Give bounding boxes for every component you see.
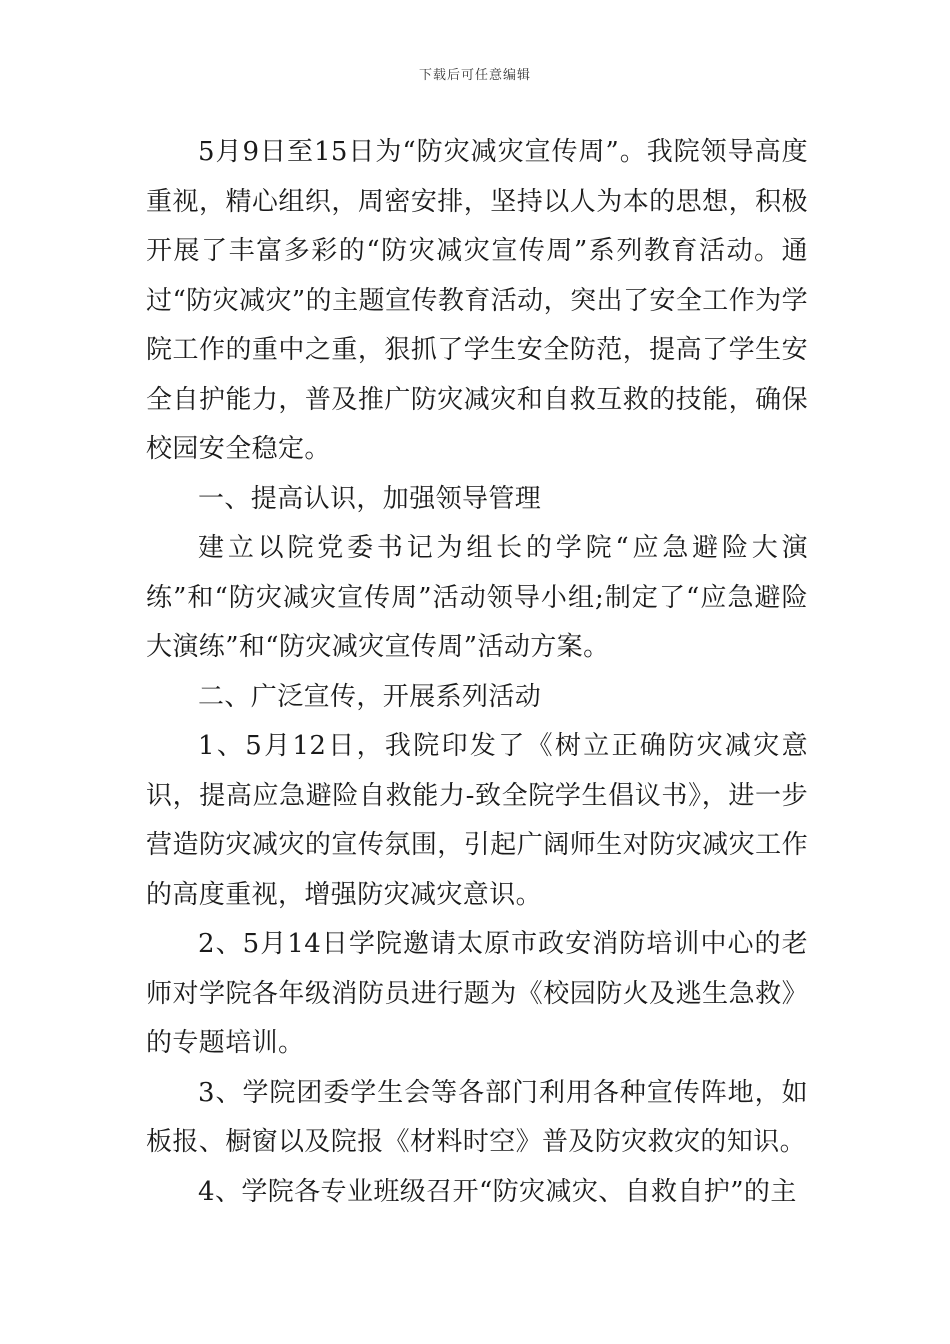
- section-heading-1: 一、提高认识，加强领导管理: [198, 483, 542, 514]
- paragraph-intro: 5月9日至15日为“防灾减灾宣传周”。我院领导高度重视，精心组织，周密安排，坚持以人为本的思想，积极开展了丰富多彩的“防灾减灾宣传周”系列教育活动。通过“防灾减灾”的主题宣传教育活动，突出了安全工作为学院工作的重中之重，狠抓了学生安全防范，提高了学生安全自护能力，普及推广防灾减灾和自救互救的技能，确保校园安全稳定。: [146, 137, 808, 464]
- section-heading-2: 二、广泛宣传，开展系列活动: [198, 681, 542, 712]
- document-body: [146, 128, 808, 1217]
- paragraph-item-3: 3、学院团委学生会等各部门利用各种宣传阵地，如板报、橱窗以及院报《材料时空》普及防灾救灾的知识。: [146, 1077, 808, 1157]
- paragraph-item-4: 4、学院各专业班级召开“防灾减灾、自救自护”的主: [198, 1176, 797, 1207]
- page-header-note: 下载后可任意编辑: [418, 68, 531, 83]
- paragraph-item-2: 2、5月14日学院邀请太原市政安消防培训中心的老师对学院各年级消防员进行题为《校园防火及逃生急救》的专题培训。: [146, 929, 808, 1058]
- paragraph-section-1: 建立以院党委书记为组长的学院“应急避险大演练”和“防灾减灾宣传周”活动领导小组;制定了“应急避险大演练”和“防灾减灾宣传周”活动方案。: [146, 533, 808, 662]
- paragraph-item-1: 1、5月12日，我院印发了《树立正确防灾减灾意识，提高应急避险自救能力-致全院学生倡议书》，进一步营造防灾减灾的宣传氛围，引起广阔师生对防灾减灾工作的高度重视，增强防灾减灾意识。: [146, 731, 808, 910]
